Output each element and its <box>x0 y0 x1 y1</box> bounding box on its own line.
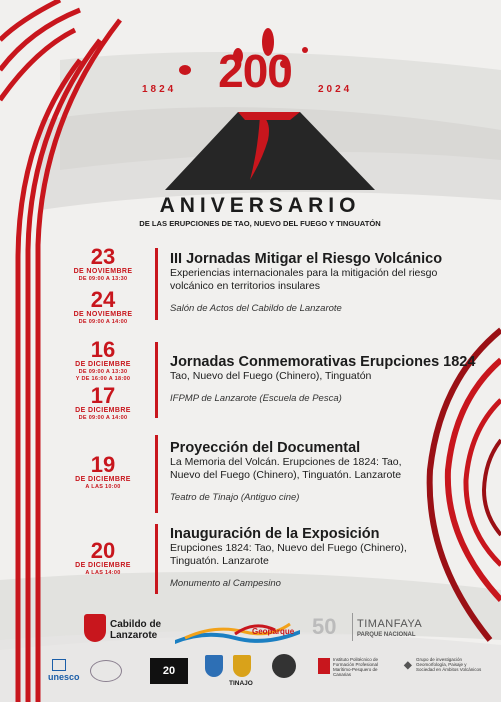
event-1-details <box>170 251 442 314</box>
timanfaya-divider <box>352 613 353 641</box>
grupo-label: Grupo de investigación Geomorfología, Paisaje y Sociedad en Ámbitos Volcánicos <box>416 657 482 672</box>
event-date-month: DE DICIEMBRE <box>75 562 131 569</box>
anniversary-number: 200 <box>218 45 292 97</box>
event-date-month: DE DICIEMBRE <box>75 407 131 414</box>
tinajo-shield-icon <box>205 655 223 677</box>
event-date-time: DE 09:00 A 13:30 <box>78 276 128 282</box>
e-logo-icon <box>272 654 296 678</box>
event-date-month: DE DICIEMBRE <box>75 361 131 368</box>
right-red-swirl-decoration <box>380 0 501 702</box>
event-date-time: DE 09:00 A 14:00 <box>78 415 128 421</box>
event-3-dates <box>60 454 146 491</box>
event-place: Teatro de Tinajo (Antiguo cine) <box>170 492 300 503</box>
event-1-dates <box>60 246 146 326</box>
event-date-time: A LAS 10:00 <box>85 484 121 490</box>
year-end: 2024 <box>318 84 353 95</box>
event-subtitle-line: Tinguatón. Lanzarote <box>170 555 269 567</box>
event-subtitle-line: Erupciones 1824: Tao, Nuevo del Fuego (Chinero), <box>170 542 407 554</box>
event-title: Proyección del Documental <box>170 440 361 456</box>
tinajo-label: TINAJO <box>229 680 253 687</box>
ifpmp-label: Instituto Politécnico de Formación Profesional Marítimo-Pesquero de Canarias <box>333 657 379 677</box>
event-date-time: A LAS 14:00 <box>85 570 121 576</box>
ifpmp-logo-icon <box>318 658 330 674</box>
municipality-shield-icon <box>233 655 251 677</box>
event-date-time: DE 09:00 A 14:00 <box>78 319 128 325</box>
event-4-dates <box>60 540 146 577</box>
event-divider <box>155 248 158 320</box>
event-date-day: 17 <box>90 383 116 408</box>
event-place: Monumento al Campesino <box>170 578 281 589</box>
event-date-month: DE DICIEMBRE <box>75 476 131 483</box>
event-date-month: DE NOVIEMBRE <box>73 268 133 275</box>
event-date-day: 19 <box>90 452 116 477</box>
event-2-details <box>170 354 475 404</box>
page-subtitle: DE LAS ERUPCIONES DE TAO, NUEVO DEL FUEGO Y TINGUATÓN <box>139 219 381 228</box>
event-subtitle-line: Experiencias internacionales para la mitigación del riesgo <box>170 267 438 279</box>
event-date-day: 16 <box>90 337 116 362</box>
event-date-time: Y DE 16:00 A 18:00 <box>75 376 131 382</box>
unesco-temple-icon <box>52 659 66 671</box>
event-date-month: DE NOVIEMBRE <box>73 311 133 318</box>
anniversary-20-logo: 20 <box>150 658 188 684</box>
unesco-geopark-icon <box>90 660 122 682</box>
page-title: ANIVERSARIO <box>159 194 361 217</box>
event-3-details <box>170 440 402 503</box>
event-divider <box>155 342 158 418</box>
event-subtitle-line: Nuevo del Fuego (Chinero), Tinguatón. Lanzarote <box>170 469 402 481</box>
event-date-day: 20 <box>90 538 116 563</box>
cabildo-logo-text: Cabildo de Lanzarote <box>110 619 162 641</box>
event-subtitle-line: Tao, Nuevo del Fuego (Chinero), Tinguatón <box>170 370 372 382</box>
event-title: Inauguración de la Exposición <box>170 526 380 542</box>
event-title: Jornadas Conmemorativas Erupciones 1824 <box>170 354 476 370</box>
event-date-time: DE 09:00 A 13:30 <box>78 369 128 375</box>
event-date-day: 23 <box>90 244 116 269</box>
event-place: Salón de Actos del Cabildo de Lanzarote <box>170 303 342 314</box>
timanfaya-sublabel: PARQUE NACIONAL <box>357 632 416 638</box>
event-subtitle-line: La Memoria del Volcán. Erupciones de 1824: Tao, <box>170 456 402 468</box>
geoparque-label: Geoparque <box>252 627 295 636</box>
year-start: 1824 <box>142 84 177 95</box>
timanfaya-50-icon: 50 <box>312 614 337 639</box>
event-place: IFPMP de Lanzarote (Escuela de Pesca) <box>170 393 342 404</box>
event-title: III Jornadas Mitigar el Riesgo Volcánico <box>170 251 443 267</box>
event-divider <box>155 524 158 594</box>
event-subtitle-line: volcánico en territorios insulares <box>170 280 320 292</box>
cabildo-shield-icon <box>84 614 106 642</box>
event-4-details <box>170 526 407 589</box>
grupo-logo-icon: ◆ <box>404 660 412 671</box>
timanfaya-label: TIMANFAYA <box>357 618 423 630</box>
event-divider <box>155 435 158 513</box>
unesco-label: unesco <box>48 672 80 682</box>
event-date-day: 24 <box>90 287 116 312</box>
event-2-dates <box>60 339 146 422</box>
